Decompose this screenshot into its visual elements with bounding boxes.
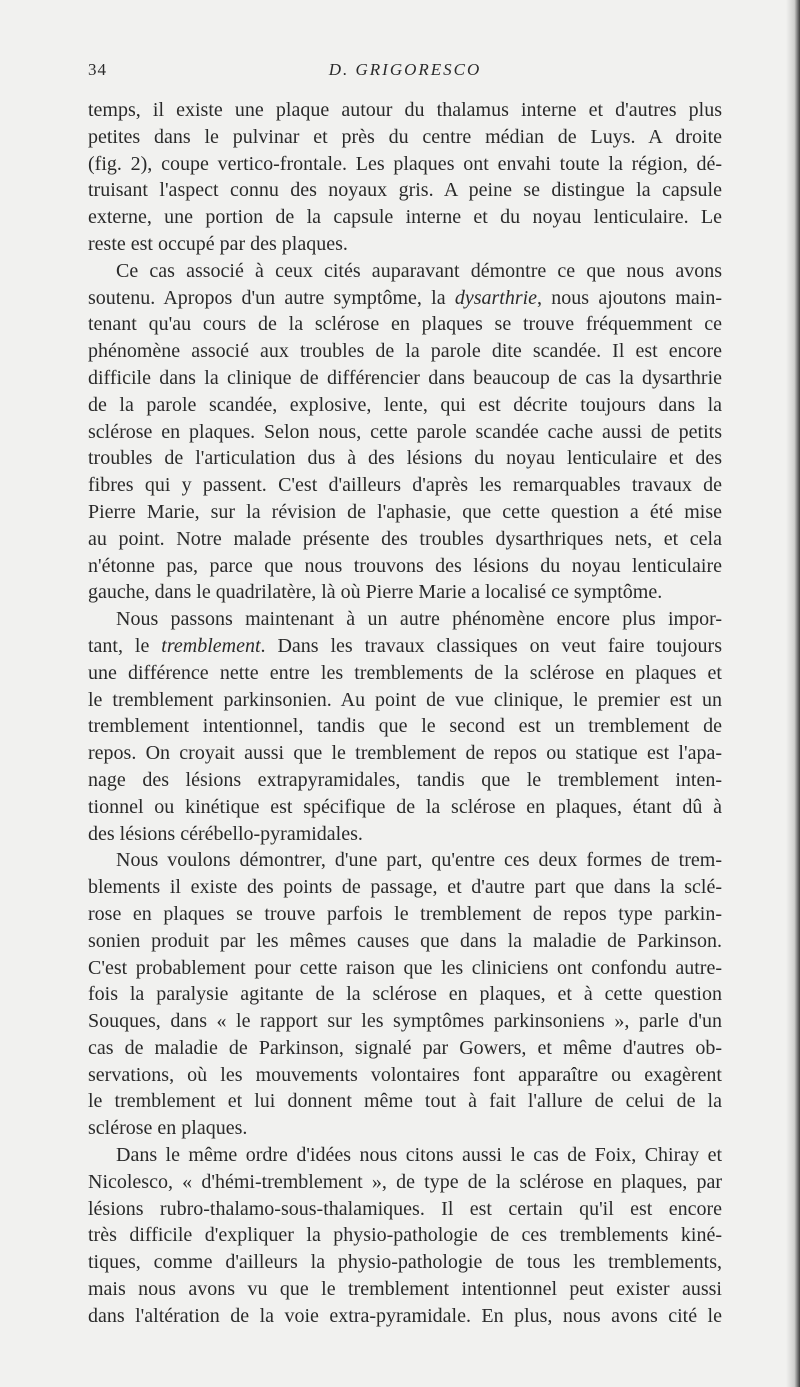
- text-line: petites dans le pulvinar et près du centre médian de Luys. A droite: [88, 125, 722, 148]
- text-line: de la parole scandée, explosive, lente, qui est décrite toujours dans la: [88, 393, 722, 416]
- text-line: externe, une portion de la capsule interne et du noyau lenticulaire. Le: [88, 206, 722, 229]
- body-text: [88, 97, 722, 1330]
- text-line: le tremblement et lui donnent même tout à fait l'allure de celui de la: [88, 1090, 722, 1113]
- text-line: tant, le tremblement. Dans les travaux classiques on veut faire toujours: [88, 634, 722, 657]
- text-line: gauche, dans le quadrilatère, là où Pierre Marie a localisé ce symptôme.: [88, 581, 663, 604]
- text-line: n'étonne pas, parce que nous trouvons des lésions du noyau lenticulaire: [88, 554, 722, 577]
- text-line: tiques, comme d'ailleurs la physio-pathologie de tous les tremblements,: [88, 1251, 722, 1274]
- text-line: troubles de l'articulation dus à des lésions du noyau lenticulaire et des: [88, 447, 722, 470]
- text-line: tenant qu'au cours de la sclérose en plaques se trouve fréquemment ce: [88, 313, 722, 336]
- text-line: rose en plaques se trouve parfois le tremblement de repos type parkin-: [88, 902, 722, 925]
- text-line: mais nous avons vu que le tremblement intentionnel peut exister aussi: [88, 1278, 722, 1301]
- text-line: blements il existe des points de passage, et d'autre part que dans la sclé-: [88, 876, 722, 899]
- text-line: dans l'altération de la voie extra-pyramidale. En plus, nous avons cité le: [88, 1304, 722, 1327]
- text-line: (fig. 2), coupe vertico-frontale. Les plaques ont envahi toute la région, dé-: [88, 152, 722, 175]
- text-line: Nous voulons démontrer, d'une part, qu'entre ces deux formes de trem-: [116, 849, 722, 872]
- text-line: servations, où les mouvements volontaires font apparaître ou exagèrent: [88, 1063, 722, 1086]
- text-line: phénomène associé aux troubles de la parole dite scandée. Il est encore: [88, 340, 722, 363]
- text-line: Nous passons maintenant à un autre phénomène encore plus impor-: [116, 608, 722, 631]
- text-line: temps, il existe une plaque autour du thalamus interne et d'autres plus: [88, 99, 722, 121]
- text-line: fibres qui y passent. C'est d'ailleurs d'après les remarquables travaux de: [88, 474, 722, 497]
- page-number: 34: [88, 60, 107, 79]
- text-line: sclérose en plaques. Selon nous, cette parole scandée cache aussi de petits: [88, 420, 722, 443]
- text-line: soutenu. Apropos d'un autre symptôme, la dysarthrie, nous ajoutons main-: [88, 286, 722, 309]
- text-line: sonien produit par les mêmes causes que dans la maladie de Parkinson.: [88, 929, 722, 952]
- text-line: Dans le même ordre d'idées nous citons aussi le cas de Foix, Chiray et: [116, 1144, 722, 1167]
- text-line: tionnel ou kinétique est spécifique de la sclérose en plaques, étant dû à: [88, 795, 722, 818]
- text-line: Nicolesco, « d'hémi-tremblement », de type de la sclérose en plaques, par: [88, 1170, 722, 1193]
- text-line: truisant l'aspect connu des noyaux gris. A peine se distingue la capsule: [88, 179, 722, 202]
- text-line: repos. On croyait aussi que le tremblement de repos ou statique est l'apa-: [88, 742, 722, 765]
- page-edge-shadow: [786, 0, 800, 1387]
- text-line: très difficile d'expliquer la physio-pathologie de ces tremblements kiné-: [88, 1224, 722, 1247]
- text-line: Souques, dans « le rapport sur les symptômes parkinsoniens », parle d'un: [88, 1010, 722, 1033]
- text-line: Ce cas associé à ceux cités auparavant démontre ce que nous avons: [116, 259, 722, 282]
- text-line: difficile dans la clinique de différencier dans beaucoup de cas la dysarthrie: [88, 366, 722, 389]
- text-line: reste est occupé par des plaques.: [88, 232, 348, 255]
- text-line: fois la paralysie agitante de la sclérose en plaques, et à cette question: [88, 983, 722, 1006]
- text-line: lésions rubro-thalamo-sous-thalamiques. Il est certain qu'il est encore: [88, 1197, 722, 1220]
- text-line: le tremblement parkinsonien. Au point de vue clinique, le premier est un: [88, 688, 722, 711]
- running-head: D. GRIGORESCO: [328, 60, 482, 79]
- text-line: tremblement intentionnel, tandis que le second est un tremblement de: [88, 715, 722, 738]
- text-line: sclérose en plaques.: [88, 1117, 248, 1140]
- page-header: [88, 60, 722, 86]
- text-line: Pierre Marie, sur la révision de l'aphasie, que cette question a été mise: [88, 500, 722, 523]
- text-line: nage des lésions extrapyramidales, tandis que le tremblement inten-: [88, 768, 722, 791]
- text-line: des lésions cérébello-pyramidales.: [88, 822, 363, 845]
- text-line: C'est probablement pour cette raison que les cliniciens ont confondu autre-: [88, 956, 722, 979]
- text-line: cas de maladie de Parkinson, signalé par Gowers, et même d'autres ob-: [88, 1036, 722, 1059]
- text-line: une différence nette entre les tremblements de la sclérose en plaques et: [88, 661, 722, 684]
- text-line: au point. Notre malade présente des troubles dysarthriques nets, et cela: [88, 527, 722, 550]
